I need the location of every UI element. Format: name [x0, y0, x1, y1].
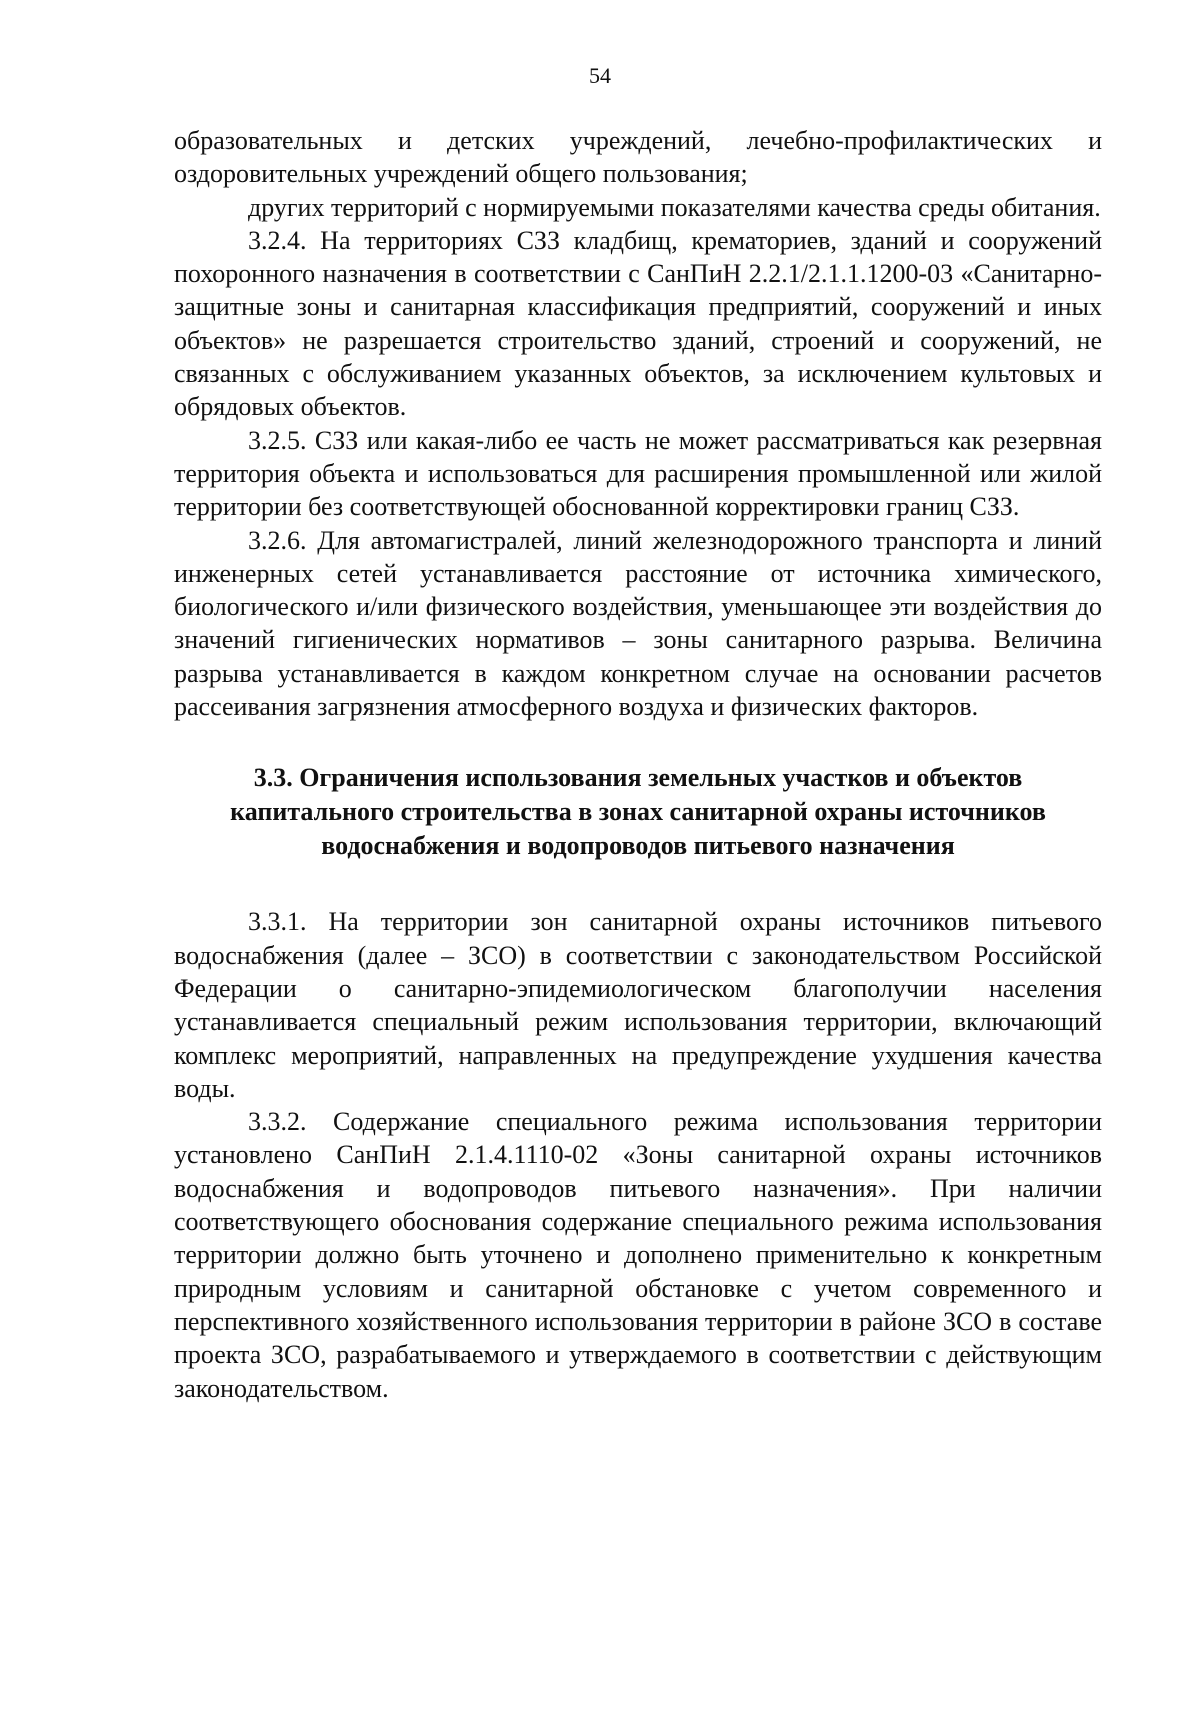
- section-heading-3-3: [174, 761, 1102, 905]
- paragraph-3-2-5: 3.2.5. СЗЗ или какая-либо ее часть не может рассматриваться как резервная территория объекта и использоваться для расширения промышленной или жилой территории без соответствующей обоснованной корректировки границ СЗЗ.: [174, 425, 1102, 522]
- paragraph-3-3-1: 3.3.1. На территории зон санитарной охраны источников питьевого водоснабжения (далее – ЗСО) в соответствии с законодательством Российской Федерации о санитарно-эпидемиологическом благополучии населения устанавливается специальный режим использования территории, включающий комплекс мероприятий, направленных на предупреждение ухудшения качества воды.: [174, 907, 1102, 1103]
- paragraph-continuation: образовательных и детских учреждений, лечебно-профилактических и оздоровительных учреждений общего пользования;: [174, 126, 1102, 189]
- paragraph-3-2-6: 3.2.6. Для автомагистралей, линий железнодорожного транспорта и линий инженерных сетей устанавливается расстояние от источника химического, биологического и/или физического воздействия, уменьшающее эти воздействия до значений гигиенических нормативов – зоны санитарного разрыва. Величина разрыва устанавливается в каждом конкретном случае на основании расчетов рассеивания загрязнения атмосферного воздуха и физических факторов.: [174, 525, 1102, 722]
- section-heading-line: водоснабжения и водопроводов питьевого назначения: [321, 831, 955, 861]
- paragraph-3-2-4: 3.2.4. На территориях СЗЗ кладбищ, крематориев, зданий и сооружений похоронного назначения в соответствии с СанПиН 2.2.1/2.1.1.1200-03 «Санитарно-защитные зоны и санитарная классификация предприятий, сооружений и иных объектов» не разрешается строительство зданий, строений и сооружений, не связанных с обслуживанием указанных объектов, за исключением культовых и обрядовых объектов.: [174, 225, 1102, 422]
- paragraph-other-territories: других территорий с нормируемыми показателями качества среды обитания.: [248, 192, 1101, 222]
- section-heading-line: капитального строительства в зонах санитарной охраны источников: [230, 797, 1046, 827]
- document-body: [174, 124, 1102, 1405]
- section-heading-line: 3.3. Ограничения использования земельных участков и объектов: [253, 763, 1023, 793]
- paragraph-3-3-2: 3.3.2. Содержание специального режима использования территории установлено СанПиН 2.1.4.1110-02 «Зоны санитарной охраны источников водоснабжения и водопроводов питьевого назначения». При наличии соответствующего обоснования содержание специального режима использования территории должно быть уточнено и дополнено применительно к конкретным природным условиям и санитарной обстановке с учетом современного и перспективного хозяйственного использования территории в районе ЗСО в составе проекта ЗСО, разрабатываемого и утверждаемого в соответствии с действующим законодательством.: [174, 1107, 1102, 1403]
- page-number: 54: [589, 63, 611, 88]
